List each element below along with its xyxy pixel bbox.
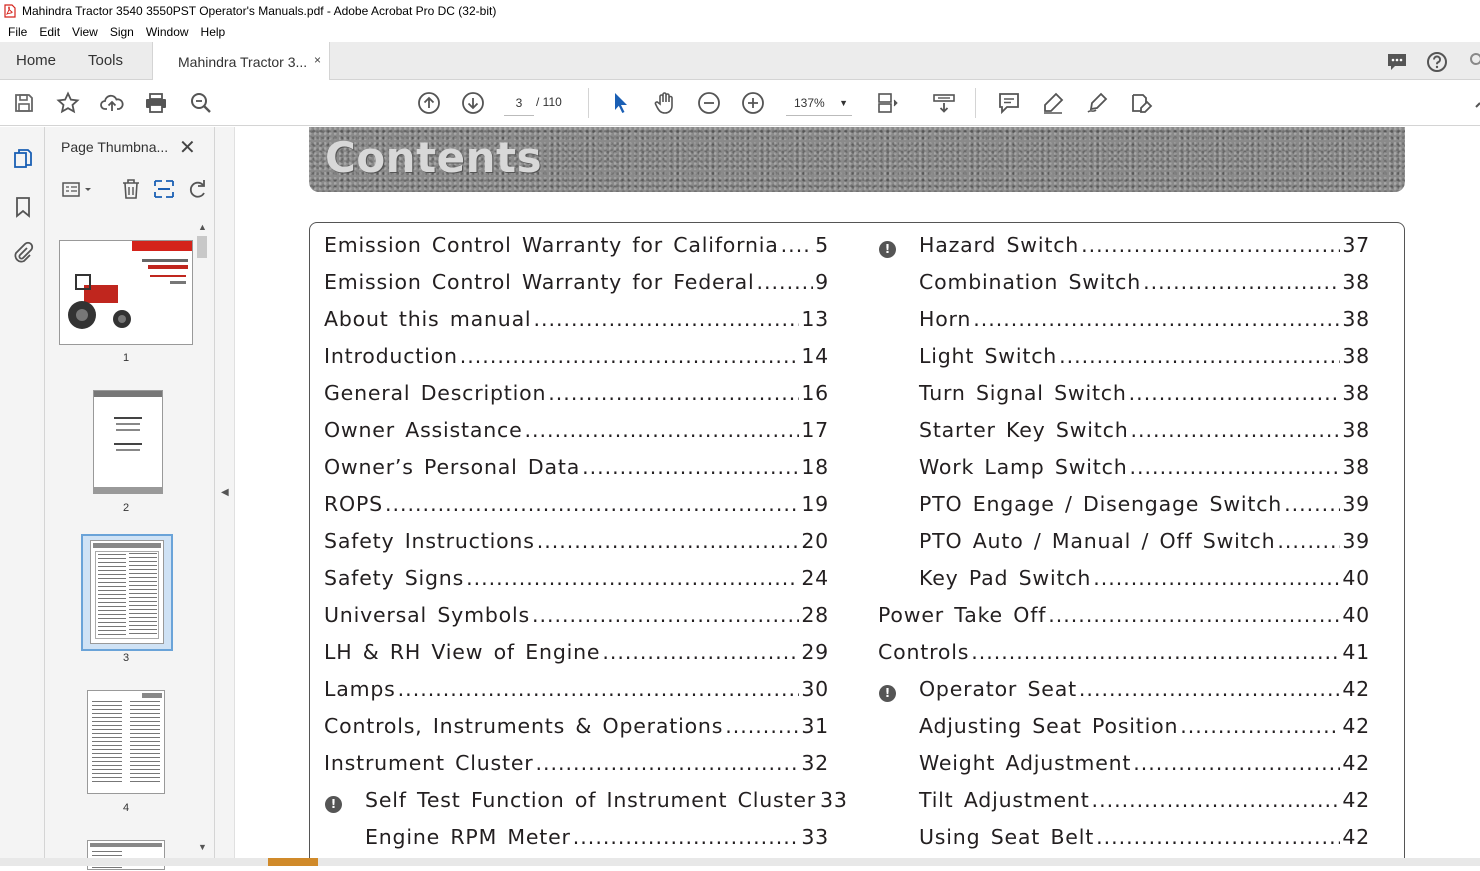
toc-leader-dots [582, 455, 799, 479]
cover-logo-band [132, 241, 192, 251]
panel-title: Page Thumbna... [61, 139, 169, 155]
page-number-input[interactable] [504, 90, 534, 116]
toc-entry[interactable] [324, 640, 829, 670]
toc-entry-title: Power Take Off [878, 603, 1047, 627]
cloud-upload-icon[interactable] [100, 91, 124, 115]
toc-entry-title: Combination Switch [919, 270, 1142, 294]
delete-page-icon[interactable] [119, 177, 143, 201]
page-thumbnails-icon[interactable] [11, 147, 35, 171]
toc-entry-page: 38 [1342, 381, 1370, 405]
toc-entry[interactable] [365, 788, 848, 818]
toc-entry[interactable] [919, 307, 1370, 337]
menu-edit[interactable]: Edit [39, 25, 61, 39]
menu-view[interactable]: View [72, 25, 98, 39]
toc-entry-title: Safety Signs [324, 566, 465, 590]
highlight-pen-icon[interactable] [1041, 91, 1065, 115]
toc-leader-dots [533, 307, 799, 331]
toc-entry-page: 38 [1342, 344, 1370, 368]
menu-file[interactable]: File [8, 25, 28, 39]
toc-leader-dots [757, 270, 814, 294]
toc-entry-page: 38 [1342, 455, 1370, 479]
toc-entry-title: Adjusting Seat Position [919, 714, 1179, 738]
toc-entry-page: 13 [801, 307, 829, 331]
attachment-icon[interactable] [11, 241, 35, 265]
page-total: / 110 [536, 95, 562, 109]
toc-leader-dots [1133, 751, 1340, 775]
toc-entry[interactable] [919, 677, 1370, 707]
toc-entry-page: 33 [820, 788, 848, 812]
toc-entry[interactable] [324, 603, 829, 633]
toc-leader-dots [548, 381, 799, 405]
toc-entry[interactable] [919, 529, 1370, 559]
toc-entry-title: Using Seat Belt [919, 825, 1095, 849]
toc-entry[interactable] [919, 455, 1370, 485]
toc-entry[interactable] [919, 566, 1370, 596]
pdf-app-icon [4, 4, 16, 18]
thumbnail-label-2: 2 [122, 502, 130, 514]
page-heading: Contents [325, 133, 543, 182]
toc-entry[interactable] [919, 788, 1370, 818]
tab-bar [0, 42, 1480, 80]
tab-document-label: Mahindra Tractor 3... [178, 53, 308, 70]
toc-leader-dots [725, 714, 799, 738]
comment-bubble-icon[interactable] [1386, 51, 1408, 73]
toc-entry-page: 32 [801, 751, 829, 775]
toc-entry-page: 39 [1342, 529, 1370, 553]
toc-entry-title: Instrument Cluster [324, 751, 534, 775]
toc-entry-title: Work Lamp Switch [919, 455, 1128, 479]
toc-leader-dots [1284, 492, 1340, 516]
left-navigation-rail [0, 127, 45, 866]
toc-entry-title: Introduction [324, 344, 458, 368]
tab-close-icon[interactable]: × [313, 53, 321, 67]
toc-entry-title: Hazard Switch [919, 233, 1080, 257]
toc-entry[interactable] [324, 270, 829, 300]
toc-leader-dots [573, 825, 800, 849]
toc-leader-dots [466, 566, 799, 590]
help-icon[interactable] [1426, 51, 1448, 73]
toc-entry-title: Light Switch [919, 344, 1058, 368]
toc-entry-title: General Description [324, 381, 547, 405]
toc-entry-title: Starter Key Switch [919, 418, 1129, 442]
toc-entry[interactable] [919, 344, 1370, 374]
toc-leader-dots [971, 640, 1340, 664]
toc-leader-dots [460, 344, 800, 368]
sign-pen-icon[interactable] [1085, 91, 1109, 115]
toc-leader-dots [1059, 344, 1340, 368]
scroll-up-icon[interactable]: ▲ [198, 222, 207, 232]
toc-leader-dots [1079, 677, 1340, 701]
toc-leader-dots [525, 418, 800, 442]
panel-collapse-handle[interactable] [215, 127, 235, 866]
toc-entry[interactable] [324, 714, 829, 744]
thumbnail-label-4: 4 [122, 802, 130, 814]
toc-leader-dots [1093, 566, 1340, 590]
toc-entry-title: Universal Symbols [324, 603, 530, 627]
toc-leader-dots [1048, 603, 1340, 627]
toc-leader-dots [781, 233, 814, 257]
toc-entry-title: Turn Signal Switch [919, 381, 1127, 405]
next-page-icon[interactable] [461, 91, 485, 115]
rotate-page-icon[interactable] [185, 177, 209, 201]
caution-icon: ! [879, 241, 896, 258]
toc-entry-title: Horn [919, 307, 972, 331]
star-bookmark-icon[interactable] [56, 91, 80, 115]
toc-leader-dots [535, 751, 799, 775]
toc-entry-page: 39 [1342, 492, 1370, 516]
page-thumbnail-1[interactable] [59, 240, 193, 345]
page-thumbnail-3[interactable] [90, 540, 164, 644]
bookmark-icon[interactable] [11, 195, 35, 219]
toc-entry-page: 28 [801, 603, 829, 627]
insert-page-icon[interactable] [152, 177, 176, 201]
toc-leader-dots [1131, 418, 1341, 442]
toc-leader-dots [1143, 270, 1340, 294]
toc-entry-page: 41 [1342, 640, 1370, 664]
toc-entry[interactable] [919, 825, 1370, 855]
toc-entry-page: 5 [815, 233, 829, 257]
tractor-illustration [66, 271, 136, 333]
toc-entry[interactable] [324, 751, 829, 781]
thumbnail-label-1: 1 [122, 352, 130, 364]
toc-entry[interactable] [324, 418, 829, 448]
toc-entry-title: Owner’s Personal Data [324, 455, 581, 479]
toc-entry-page: 17 [801, 418, 829, 442]
toc-entry-page: 40 [1342, 566, 1370, 590]
toc-entry-title: Key Pad Switch [919, 566, 1092, 590]
toc-entry-title: Controls [878, 640, 970, 664]
toc-entry-page: 33 [801, 825, 829, 849]
toc-entry[interactable] [324, 455, 829, 485]
toc-entry-title: About this manual [324, 307, 532, 331]
toc-entry-title: PTO Engage / Disengage Switch [919, 492, 1283, 516]
toc-entry-title: ROPS [324, 492, 383, 516]
toc-leader-dots [385, 492, 799, 516]
toc-entry-page: 42 [1342, 751, 1370, 775]
title-bar [0, 0, 1480, 22]
print-icon[interactable] [144, 91, 168, 115]
save-icon[interactable] [12, 91, 36, 115]
toc-entry-page: 38 [1342, 418, 1370, 442]
scroll-down-icon[interactable]: ▼ [198, 842, 207, 852]
toc-entry[interactable] [919, 714, 1370, 744]
toc-leader-dots [1180, 714, 1340, 738]
toc-entry[interactable] [324, 492, 829, 522]
main-toolbar [0, 80, 1480, 126]
toc-entry-page: 16 [801, 381, 829, 405]
hand-tool-icon[interactable] [653, 91, 677, 115]
toc-leader-dots [1081, 233, 1340, 257]
toc-entry-page: 31 [801, 714, 829, 738]
page-display-icon[interactable] [876, 91, 900, 115]
toc-entry[interactable] [919, 381, 1370, 411]
toc-entry-page: 14 [801, 344, 829, 368]
zoom-in-icon[interactable] [741, 91, 765, 115]
toc-entry-page: 9 [815, 270, 829, 294]
thumbnail-options-icon[interactable] [61, 179, 95, 201]
toc-entry-title: Emission Control Warranty for California [324, 233, 779, 257]
menu-help[interactable]: Help [200, 25, 226, 39]
toc-entry-title: Controls, Instruments & Operations [324, 714, 724, 738]
toc-entry[interactable] [878, 603, 1370, 633]
toc-entry-page: 37 [1342, 233, 1370, 257]
toc-entry[interactable] [324, 344, 829, 374]
toc-entry[interactable] [919, 492, 1370, 522]
toc-entry[interactable] [324, 529, 829, 559]
chevron-down-icon: ▼ [839, 98, 848, 108]
document-viewer[interactable] [235, 127, 1480, 858]
toc-entry-page: 24 [801, 566, 829, 590]
toc-entry[interactable] [919, 751, 1370, 781]
tab-tools[interactable]: Tools [88, 52, 124, 69]
toc-entry[interactable] [878, 640, 1370, 670]
thumbnail-label-3: 3 [122, 652, 130, 664]
contents-banner [309, 127, 1405, 192]
toc-entry[interactable] [324, 307, 829, 337]
toc-entry-page: 38 [1342, 270, 1370, 294]
panel-scrollbar[interactable] [195, 222, 209, 857]
comment-icon[interactable] [997, 91, 1021, 115]
toc-leader-dots [1096, 825, 1340, 849]
toc-leader-dots [1092, 788, 1341, 812]
toc-leader-dots [537, 529, 800, 553]
account-icon[interactable] [1466, 51, 1480, 73]
page-thumbnail-2[interactable] [93, 390, 163, 494]
toc-entry-page: 40 [1342, 603, 1370, 627]
scroll-mode-icon[interactable] [932, 91, 956, 115]
toc-entry[interactable] [919, 233, 1370, 263]
toc-leader-dots [398, 677, 800, 701]
toc-entry-page: 38 [1342, 307, 1370, 331]
caution-icon: ! [325, 796, 342, 813]
toc-entry[interactable] [324, 233, 829, 263]
toc-entry-page: 18 [801, 455, 829, 479]
toc-entry-title: Owner Assistance [324, 418, 523, 442]
toc-entry-page: 29 [801, 640, 829, 664]
zoom-level-select[interactable] [786, 90, 852, 116]
toc-entry[interactable] [324, 381, 829, 411]
toc-entry-title: Lamps [324, 677, 396, 701]
toc-entry-title: Safety Instructions [324, 529, 535, 553]
toc-leader-dots [1130, 455, 1341, 479]
select-cursor-icon[interactable] [609, 91, 633, 115]
search-zoom-icon[interactable] [189, 91, 213, 115]
toc-entry-title: Weight Adjustment [919, 751, 1132, 775]
toc-entry-page: 20 [801, 529, 829, 553]
menu-bar [0, 22, 1480, 42]
toc-leader-dots [1277, 529, 1340, 553]
toc-entry-title: Tilt Adjustment [919, 788, 1090, 812]
edit-share-icon[interactable] [1129, 91, 1153, 115]
toc-entry[interactable] [365, 825, 829, 855]
caution-icon: ! [879, 685, 896, 702]
link-icon[interactable] [1470, 91, 1480, 115]
toc-entry-title: Self Test Function of Instrument Cluster [365, 788, 816, 812]
toc-entry-title: LH & RH View of Engine [324, 640, 601, 664]
panel-close-icon[interactable]: ✕ [179, 137, 196, 159]
toc-entry-title: Operator Seat [919, 677, 1077, 701]
toc-leader-dots [602, 640, 799, 664]
page-thumbnail-4[interactable] [87, 690, 165, 794]
zoom-level-value: 137% [794, 96, 825, 110]
toc-entry-page: 42 [1342, 714, 1370, 738]
toc-entry[interactable] [324, 566, 829, 596]
toc-entry-page: 42 [1342, 788, 1370, 812]
toc-entry[interactable] [324, 677, 829, 707]
toc-leader-dots [1129, 381, 1341, 405]
tab-document[interactable] [152, 42, 330, 81]
toc-entry-title: Engine RPM Meter [365, 825, 571, 849]
toc-leader-dots [532, 603, 799, 627]
toc-entry[interactable] [919, 270, 1370, 300]
toc-entry-page: 30 [801, 677, 829, 701]
previous-page-icon[interactable] [417, 91, 441, 115]
toc-entry-page: 42 [1342, 825, 1370, 849]
menu-sign[interactable]: Sign [109, 25, 134, 39]
menu-window[interactable]: Window [145, 25, 189, 39]
panel-scroll-thumb[interactable] [197, 236, 207, 258]
toolbar-divider [588, 88, 589, 118]
toolbar-divider [975, 88, 976, 118]
toc-entry-page: 19 [801, 492, 829, 516]
collapse-arrow-icon: ◀ [221, 487, 229, 498]
taskbar-preview [268, 858, 318, 866]
tab-home[interactable]: Home [16, 52, 57, 69]
window-title: Mahindra Tractor 3540 3550PST Operator's Manuals.pdf - Adobe Acrobat Pro DC (32-bit) [22, 4, 497, 18]
thumbnails-panel [45, 127, 215, 866]
toc-entry-title: PTO Auto / Manual / Off Switch [919, 529, 1276, 553]
toc-entry-page: 42 [1342, 677, 1370, 701]
horizontal-scrollbar[interactable] [0, 858, 1480, 866]
toc-leader-dots [973, 307, 1340, 331]
toc-entry-title: Emission Control Warranty for Federal [324, 270, 755, 294]
zoom-out-icon[interactable] [697, 91, 721, 115]
toc-entry[interactable] [919, 418, 1370, 448]
